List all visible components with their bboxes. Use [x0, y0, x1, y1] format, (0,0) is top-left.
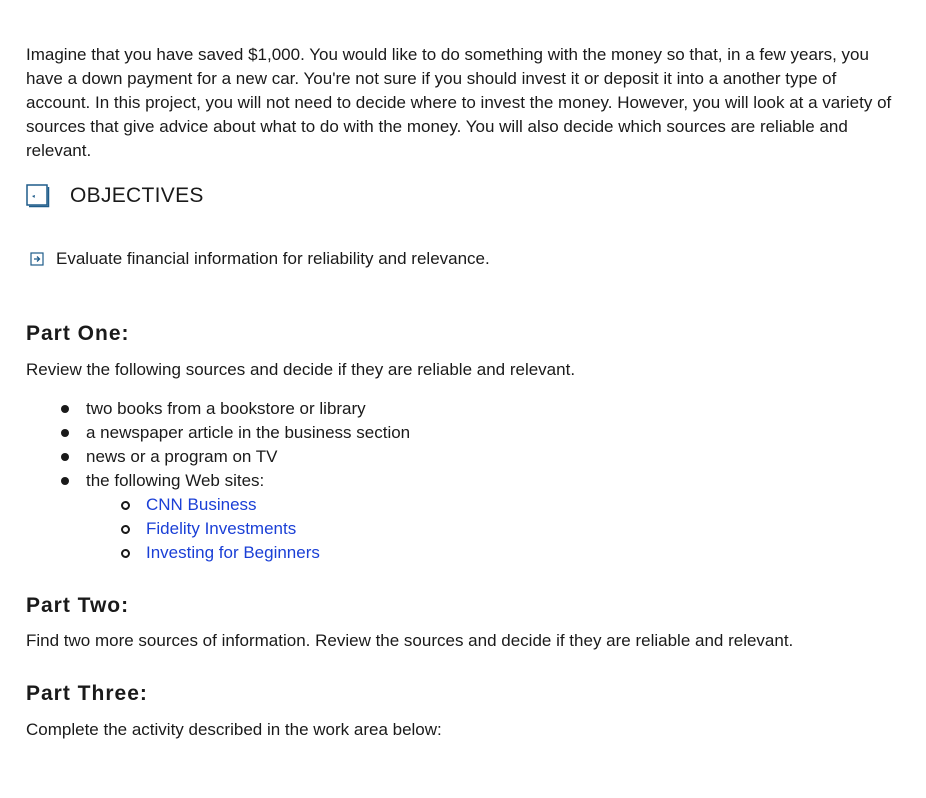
- bullet-icon: [61, 405, 69, 413]
- link-cnn-business[interactable]: CNN Business: [146, 495, 257, 514]
- link-investing-for-beginners[interactable]: Investing for Beginners: [146, 543, 320, 562]
- sources-list: [26, 397, 410, 565]
- list-item: two books from a bookstore or library: [26, 397, 410, 421]
- bullet-icon: [61, 453, 69, 461]
- part-two-text: Find two more sources of information. Review the sources and decide if they are reliable and relevant.: [26, 631, 794, 650]
- part-three-heading: Part Three:: [26, 682, 148, 705]
- objective-bullet-icon: [30, 252, 44, 266]
- intro-paragraph: Imagine that you have saved $1,000. You would like to do something with the money so that, in a few years, you have a down payment for a new car. You're not sure if you should invest it or deposit it into a another type of account. In this project, you will not need to decide where to invest the money. However, you will look at a variety of sources that give advice about what to do with the money. You will also decide which sources are reliable and relevant.: [26, 45, 892, 160]
- circle-bullet-icon: [121, 501, 130, 510]
- objectives-title: OBJECTIVES: [70, 184, 204, 207]
- bullet-icon: [61, 429, 69, 437]
- part-one-text: Review the following sources and decide if they are reliable and relevant.: [26, 360, 576, 379]
- part-two-heading: Part Two:: [26, 594, 130, 617]
- list-item: [86, 517, 410, 541]
- objective-text: Evaluate financial information for reliability and relevance.: [56, 249, 490, 268]
- list-item: [86, 541, 410, 565]
- objectives-icon: [26, 184, 50, 208]
- circle-bullet-icon: [121, 549, 130, 558]
- list-item: [86, 493, 410, 517]
- list-item: a newspaper article in the business section: [26, 421, 410, 445]
- part-one-heading: Part One:: [26, 322, 130, 345]
- part-three-text: Complete the activity described in the work area below:: [26, 720, 442, 739]
- link-fidelity-investments[interactable]: Fidelity Investments: [146, 519, 297, 538]
- objectives-header: [26, 184, 204, 208]
- objective-item: [26, 249, 490, 269]
- list-item: the following Web sites: CNN Business Fidelity Investments Investing for Beginners: [26, 469, 410, 565]
- bullet-icon: [61, 477, 69, 485]
- circle-bullet-icon: [121, 525, 130, 534]
- websites-list: [86, 493, 410, 565]
- list-item: news or a program on TV: [26, 445, 410, 469]
